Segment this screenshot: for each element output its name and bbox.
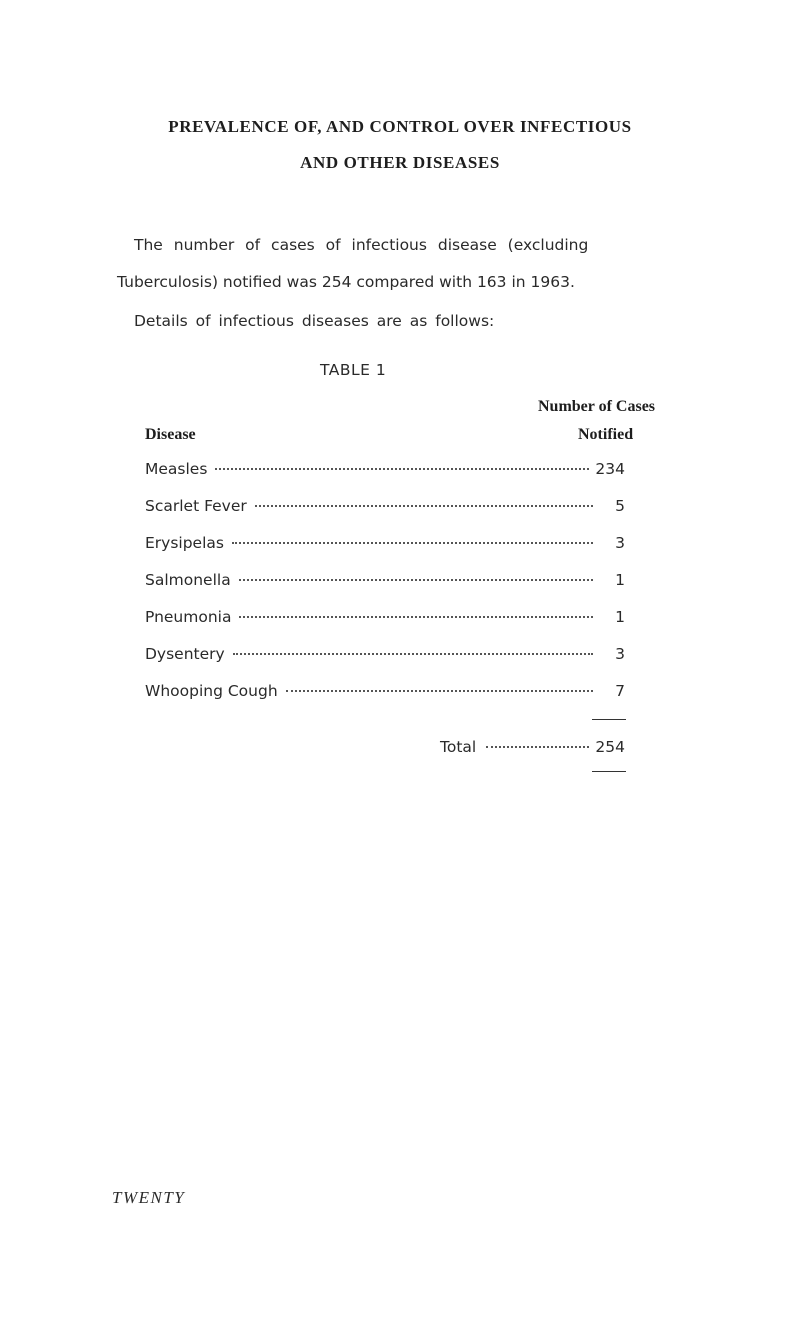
page-number: TWENTY: [112, 1188, 186, 1207]
total-value: 254: [595, 738, 625, 756]
disease-name: Pneumonia: [145, 608, 232, 626]
table-row: [145, 645, 625, 667]
page-title-line-1: PREVALENCE OF, AND CONTROL OVER INFECTIOUS: [168, 117, 632, 136]
dot-leader: [239, 579, 593, 581]
case-count: 1: [615, 608, 625, 626]
disease-name: Salmonella: [145, 571, 231, 589]
details-text: Details of infectious diseases are as follows:: [134, 312, 495, 330]
table-row: [145, 460, 625, 482]
table-caption: TABLE 1: [320, 361, 387, 379]
dot-leader: [255, 505, 593, 507]
dot-leader: [215, 468, 589, 470]
disease-name: Scarlet Fever: [145, 497, 247, 515]
case-count: 3: [615, 645, 625, 663]
dot-leader: [286, 690, 593, 692]
table-row: [145, 608, 625, 630]
total-label: Total: [440, 738, 477, 756]
case-count: 234: [595, 460, 625, 478]
intro-paragraph-line-1: The number of cases of infectious disease (excluding: [134, 236, 589, 254]
disease-name: Erysipelas: [145, 534, 224, 552]
page-title-line-2: AND OTHER DISEASES: [300, 153, 500, 172]
column-header-cases-line-2: Notified: [578, 426, 634, 443]
column-header-disease: Disease: [145, 426, 196, 443]
disease-name: Whooping Cough: [145, 682, 278, 700]
table-row: [145, 497, 625, 519]
case-count: 3: [615, 534, 625, 552]
column-header-cases-line-1: Number of Cases: [538, 398, 656, 415]
dot-leader: [239, 616, 593, 618]
disease-name: Measles: [145, 460, 208, 478]
table-row: [145, 571, 625, 593]
intro-paragraph-line-2: Tuberculosis) notified was 254 compared with 163 in 1963.: [117, 273, 575, 291]
table-row: [145, 682, 625, 704]
dot-leader: [486, 746, 589, 748]
total-rule-bottom: [592, 771, 626, 772]
dot-leader: [232, 542, 593, 544]
dot-leader: [233, 653, 593, 655]
total-row: [440, 738, 625, 756]
total-rule-top: [592, 719, 626, 720]
case-count: 7: [615, 682, 625, 700]
case-count: 5: [615, 497, 625, 515]
disease-name: Dysentery: [145, 645, 225, 663]
case-count: 1: [615, 571, 625, 589]
table-row: [145, 534, 625, 556]
